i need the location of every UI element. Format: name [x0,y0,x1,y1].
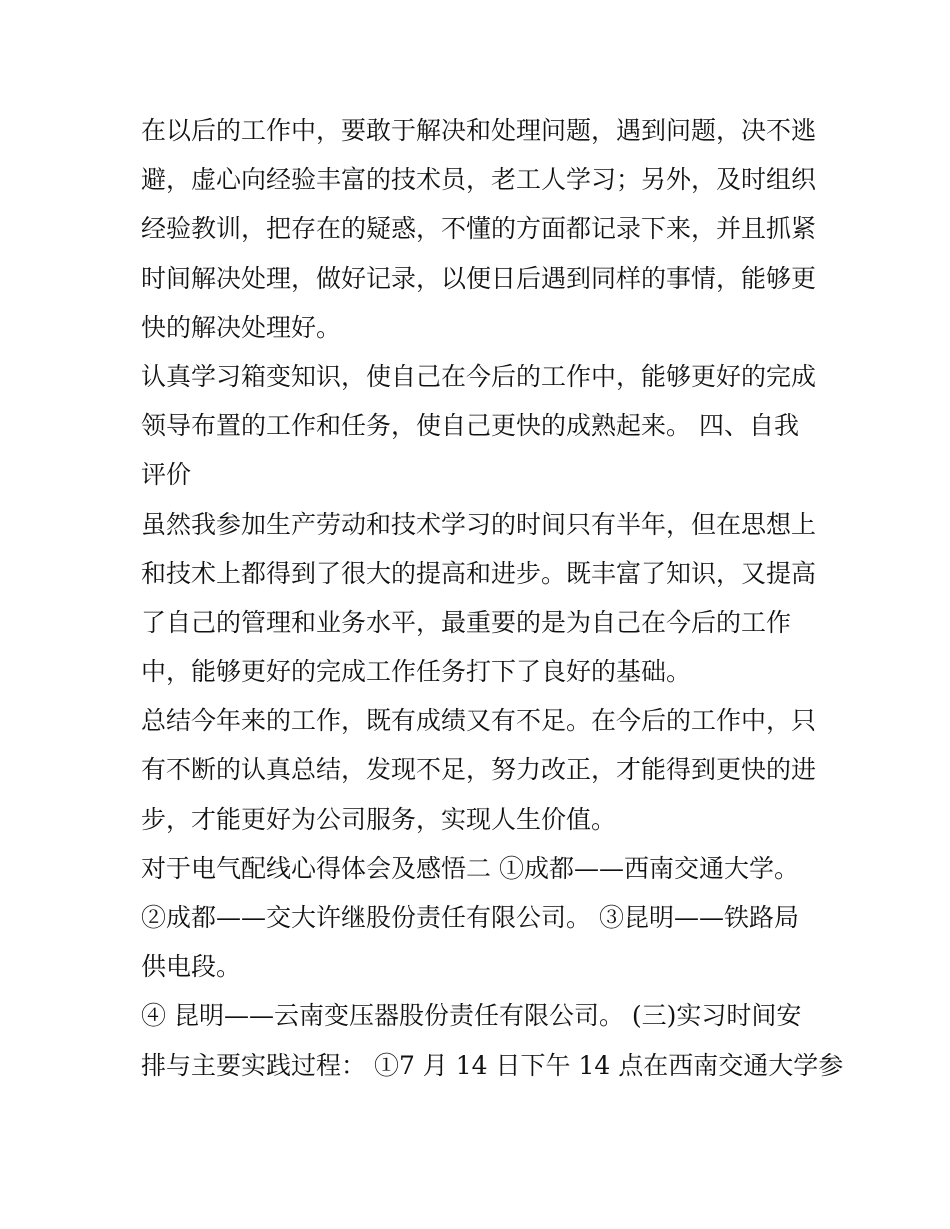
text-line: 有不断的认真总结，发现不足，努力改正，才能得到更快的进 [141,755,817,785]
text-line: 领导布置的工作和任务，使自己更快的成熟起来。 四、自我 [141,411,799,441]
text-line: ②成都——交大许继股份责任有限公司。 ③昆明——铁路局 [141,903,799,932]
text-line: 快的解决处理好。 [141,312,342,342]
text-line: 和技术上都得到了很大的提高和进步。既丰富了知识，又提高 [141,558,817,588]
text-line: 对于电气配线心得体会及感悟二 ①成都——西南交通大学。 [141,853,799,883]
text-line: 供电段。 [141,952,242,982]
text-line: 经验教训，把存在的疑惑，不懂的方面都记录下来，并且抓紧 [141,214,817,244]
text-line: 中，能够更好的完成工作任务打下了良好的基础。 [141,657,692,687]
text-line: 了自己的管理和业务水平，最重要的是为自己在今后的工作 [141,607,792,637]
text-line: 评价 [141,460,192,490]
text-line: 总结今年来的工作，既有成绩又有不足。在今后的工作中，只 [141,706,817,736]
text-line: ④ 昆明——云南变压器股份责任有限公司。 (三)实习时间安 [141,1001,802,1031]
document-body [141,106,844,1090]
text-line: 避，虚心向经验丰富的技术员，老工人学习；另外，及时组织 [141,165,817,195]
text-line: 时间解决处理，做好记录，以便日后遇到同样的事情，能够更 [141,263,817,293]
text-line: 认真学习箱变知识，使自己在今后的工作中，能够更好的完成 [141,361,817,391]
text-line: 步，才能更好为公司服务，实现人生价值。 [141,804,617,834]
text-line: 排与主要实践过程： ①7 月 14 日下午 14 点在西南交通大学参 [141,1050,844,1080]
text-line: 虽然我参加生产劳动和技术学习的时间只有半年，但在思想上 [141,509,817,539]
text-line: 在以后的工作中，要敢于解决和处理问题，遇到问题，决不逃 [141,116,817,145]
